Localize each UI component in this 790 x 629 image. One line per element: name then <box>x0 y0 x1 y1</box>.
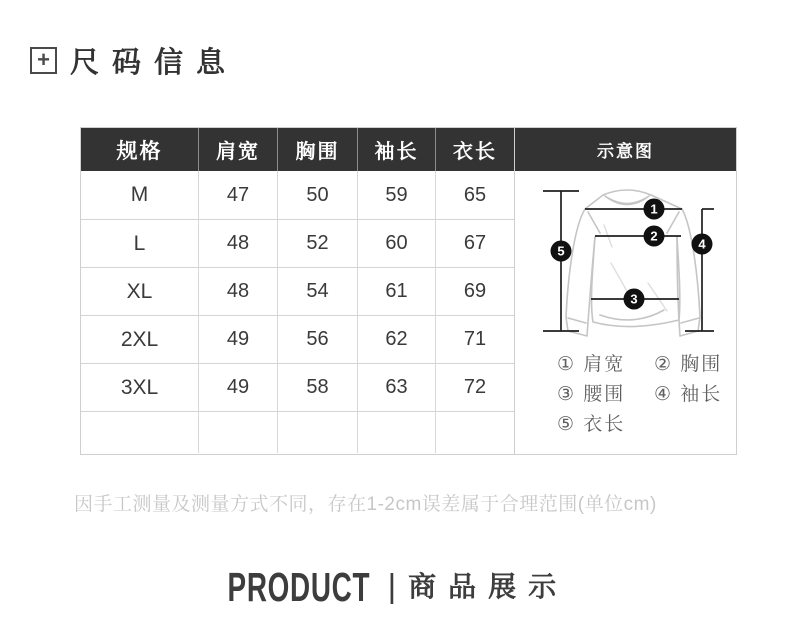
svg-text:2: 2 <box>650 228 658 244</box>
value-cell: 48 <box>199 220 278 267</box>
column-header: 规格 <box>81 128 199 171</box>
value-cell: 48 <box>199 268 278 315</box>
value-cell: 63 <box>358 364 436 411</box>
value-cell: 50 <box>278 171 358 219</box>
table-empty-row <box>81 411 514 453</box>
empty-cell <box>278 412 358 453</box>
empty-cell <box>358 412 436 453</box>
marker-waist-badge <box>624 289 645 310</box>
table-header-row <box>81 128 514 171</box>
value-cell: 69 <box>463 280 487 302</box>
sweater-sketch <box>566 190 700 336</box>
svg-text:5: 5 <box>557 243 565 259</box>
product-section-header <box>0 563 790 611</box>
legend-item: ⑤ 衣长 <box>557 414 626 435</box>
table-row <box>81 171 514 219</box>
column-header: 袖长 <box>358 128 436 171</box>
marker-sleeve-badge <box>692 234 713 255</box>
value-cell: 49 <box>199 316 278 363</box>
legend-item: ④ 袖长 <box>654 384 723 405</box>
svg-text:1: 1 <box>650 201 658 217</box>
value-cell: 59 <box>358 171 436 219</box>
marker-chest-badge <box>644 226 665 247</box>
marker-shoulder-badge <box>644 199 665 220</box>
value-cell: 67 <box>463 232 487 254</box>
value-cell: 49 <box>199 364 278 411</box>
size-cell: 3XL <box>81 364 199 411</box>
table-row <box>81 219 514 267</box>
column-header: 衣长 <box>453 141 497 163</box>
page-title: 尺码信息 <box>70 47 239 79</box>
empty-cell <box>436 412 514 453</box>
diagram-column <box>514 128 736 454</box>
value-cell: 65 <box>463 183 487 206</box>
size-table <box>80 127 737 455</box>
size-cell: 2XL <box>81 316 199 363</box>
product-section-title-zh: 商品展示 <box>408 571 569 602</box>
table-row <box>81 315 514 363</box>
value-cell: 60 <box>358 220 436 267</box>
value-cell: 54 <box>278 268 358 315</box>
column-header: 胸围 <box>278 128 358 171</box>
table-row <box>81 363 514 411</box>
value-cell: 56 <box>278 316 358 363</box>
value-cell: 58 <box>278 364 358 411</box>
size-info-header <box>30 40 238 81</box>
size-cell: M <box>81 171 199 219</box>
legend-item: ② 胸围 <box>654 354 723 375</box>
svg-text:3: 3 <box>630 291 638 307</box>
value-cell: 62 <box>358 316 436 363</box>
product-section-title-en: PRODUCT <box>227 563 371 610</box>
marker-length-badge <box>551 241 572 262</box>
value-cell: 47 <box>199 171 278 219</box>
value-cell: 71 <box>463 328 487 350</box>
legend-item: ③ 腰围 <box>557 384 626 405</box>
size-cell: L <box>81 220 199 267</box>
legend-item: ① 肩宽 <box>557 354 626 375</box>
size-table-grid <box>81 128 514 454</box>
column-header-diagram: 示意图 <box>515 128 736 171</box>
plus-glyph: + <box>37 46 50 72</box>
column-header: 肩宽 <box>199 128 278 171</box>
size-cell: XL <box>81 268 199 315</box>
empty-cell <box>199 412 278 453</box>
svg-text:4: 4 <box>698 236 706 252</box>
empty-cell <box>81 412 199 453</box>
measure-note: 因手工测量及测量方式不同，存在1-2cm误差属于合理范围(单位cm) <box>74 494 657 515</box>
section-title-divider: | <box>387 567 397 604</box>
diagram-legend <box>557 353 722 436</box>
plus-icon <box>30 47 57 74</box>
value-cell: 52 <box>278 220 358 267</box>
measurement-markers <box>551 199 713 310</box>
value-cell: 72 <box>463 376 487 398</box>
value-cell: 61 <box>358 268 436 315</box>
table-row <box>81 267 514 315</box>
table-rows <box>81 171 514 453</box>
diagram-cell <box>515 171 736 454</box>
measurement-lines <box>543 191 714 331</box>
